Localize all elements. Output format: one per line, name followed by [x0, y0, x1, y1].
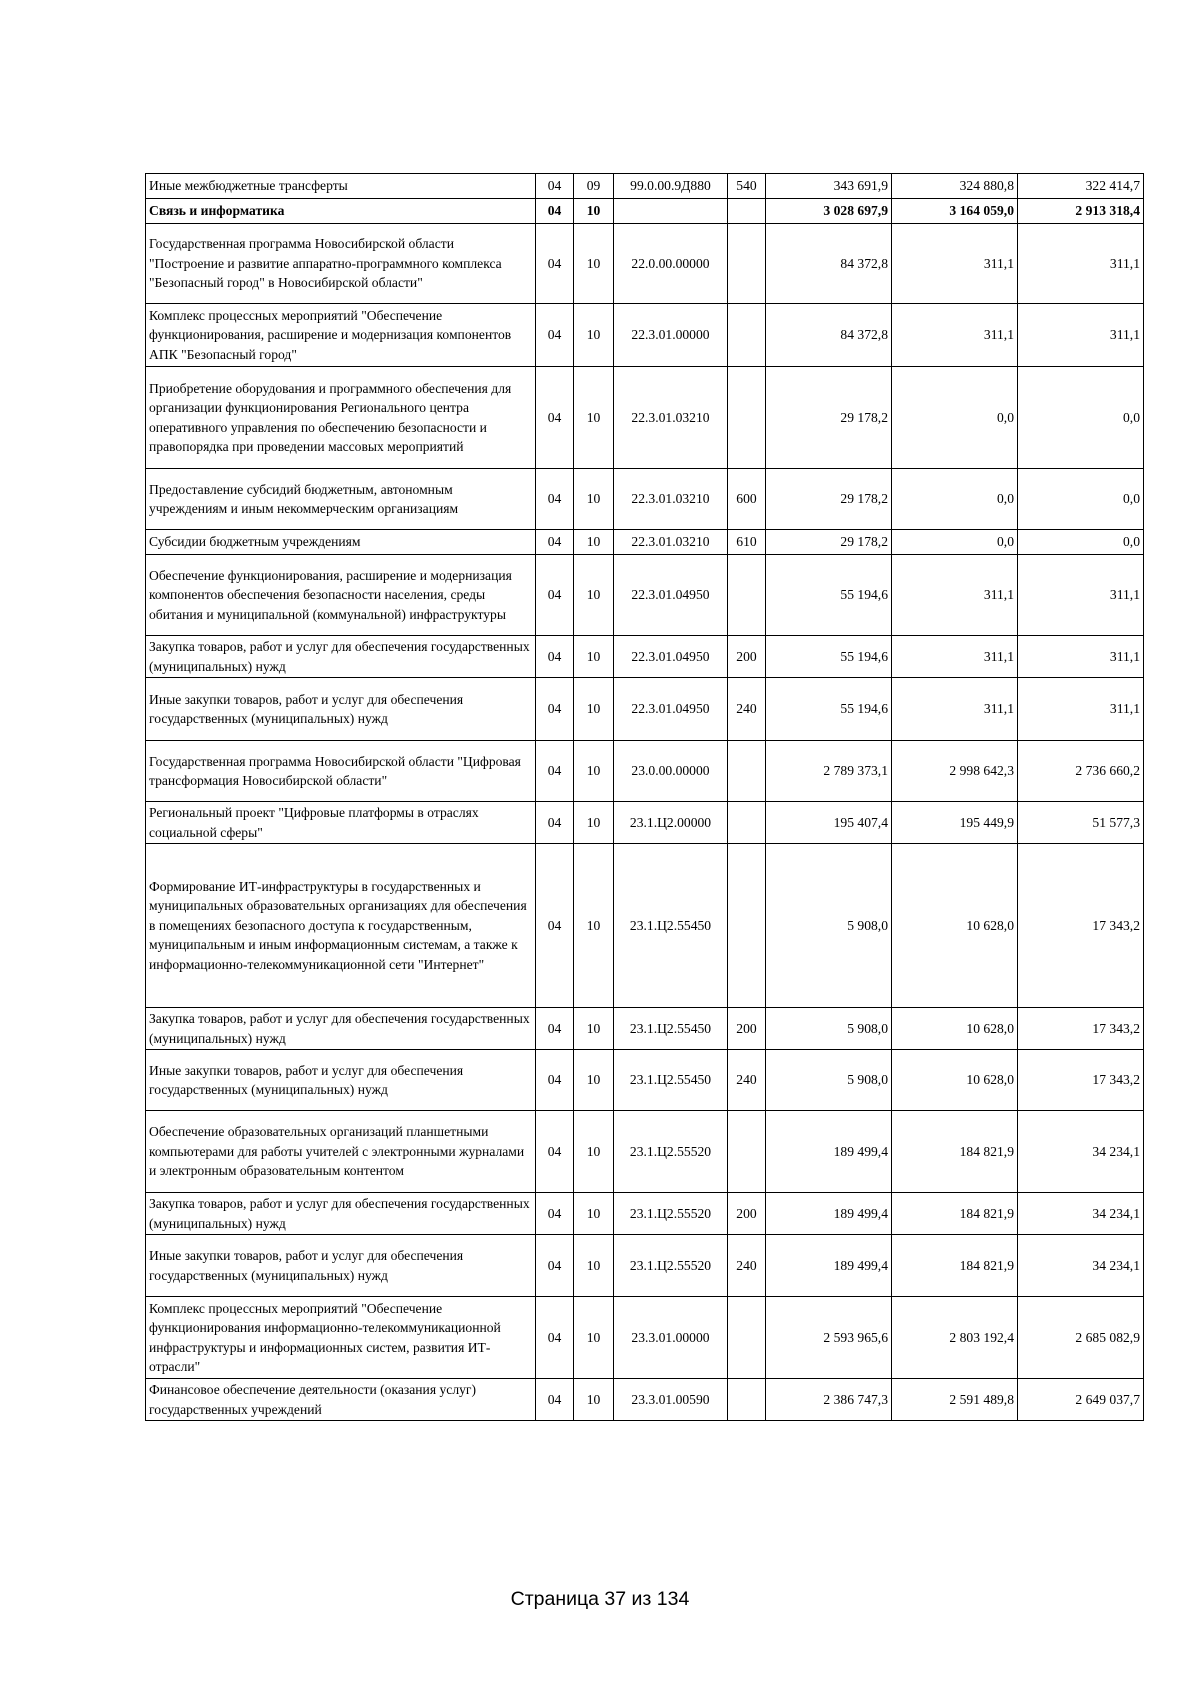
- cell-amount-1: 29 178,2: [766, 367, 892, 469]
- cell-name: Комплекс процессных мероприятий "Обеспечение функционирования, расширение и модернизация компонентов АПК "Безопасный город": [146, 304, 536, 367]
- cell-section: 04: [536, 678, 574, 741]
- cell-section: 04: [536, 802, 574, 844]
- cell-amount-2: 324 880,8: [892, 174, 1018, 199]
- cell-section: 04: [536, 1193, 574, 1235]
- cell-amount-2: 311,1: [892, 678, 1018, 741]
- cell-amount-1: 55 194,6: [766, 555, 892, 636]
- cell-expense-type: 540: [728, 174, 766, 199]
- cell-amount-2: 184 821,9: [892, 1193, 1018, 1235]
- cell-subsection: 10: [574, 1297, 614, 1379]
- cell-amount-2: 311,1: [892, 224, 1018, 304]
- cell-expense-type: [728, 1379, 766, 1421]
- cell-target-article: 22.3.01.00000: [614, 304, 728, 367]
- cell-expense-type: 600: [728, 469, 766, 530]
- cell-target-article: 22.3.01.04950: [614, 555, 728, 636]
- cell-amount-2: 311,1: [892, 304, 1018, 367]
- cell-expense-type: 240: [728, 1050, 766, 1111]
- cell-subsection: 10: [574, 844, 614, 1008]
- cell-amount-1: 5 908,0: [766, 1008, 892, 1050]
- cell-subsection: 10: [574, 1008, 614, 1050]
- cell-amount-1: 343 691,9: [766, 174, 892, 199]
- cell-section: 04: [536, 304, 574, 367]
- table-row: [146, 304, 1144, 367]
- cell-target-article: 23.1.Ц2.55520: [614, 1235, 728, 1297]
- cell-expense-type: 240: [728, 678, 766, 741]
- cell-section: 04: [536, 1379, 574, 1421]
- cell-target-article: 23.3.01.00000: [614, 1297, 728, 1379]
- table-row: [146, 469, 1144, 530]
- cell-amount-3: 311,1: [1018, 224, 1144, 304]
- cell-target-article: 23.1.Ц2.55450: [614, 1050, 728, 1111]
- cell-amount-2: 311,1: [892, 636, 1018, 678]
- cell-name: Приобретение оборудования и программного обеспечения для организации функционирования Регионального центра оперативного управления по обеспечению безопасности и правопорядка при проведении массовых мероприятий: [146, 367, 536, 469]
- cell-amount-1: 55 194,6: [766, 678, 892, 741]
- cell-subsection: 10: [574, 469, 614, 530]
- cell-section: 04: [536, 174, 574, 199]
- cell-subsection: 10: [574, 1050, 614, 1111]
- table-row: [146, 741, 1144, 802]
- cell-name: Закупка товаров, работ и услуг для обеспечения государственных (муниципальных) нужд: [146, 1008, 536, 1050]
- cell-subsection: 10: [574, 530, 614, 555]
- cell-target-article: [614, 199, 728, 224]
- cell-target-article: 22.0.00.00000: [614, 224, 728, 304]
- cell-amount-2: 0,0: [892, 469, 1018, 530]
- table-row: [146, 174, 1144, 199]
- cell-subsection: 10: [574, 636, 614, 678]
- cell-expense-type: [728, 802, 766, 844]
- table-row: [146, 555, 1144, 636]
- table-row: [146, 224, 1144, 304]
- cell-subsection: 10: [574, 1193, 614, 1235]
- cell-section: 04: [536, 741, 574, 802]
- cell-target-article: 23.1.Ц2.55520: [614, 1111, 728, 1193]
- cell-amount-1: 189 499,4: [766, 1235, 892, 1297]
- page-number: Страница 37 из 134: [510, 1588, 690, 1610]
- cell-target-article: 99.0.00.9Д880: [614, 174, 728, 199]
- cell-name: Региональный проект "Цифровые платформы в отраслях социальной сферы": [146, 802, 536, 844]
- cell-expense-type: [728, 199, 766, 224]
- cell-section: 04: [536, 844, 574, 1008]
- cell-expense-type: [728, 741, 766, 802]
- cell-name: Закупка товаров, работ и услуг для обеспечения государственных (муниципальных) нужд: [146, 636, 536, 678]
- cell-section: 04: [536, 224, 574, 304]
- table-row: [146, 367, 1144, 469]
- cell-amount-1: 2 789 373,1: [766, 741, 892, 802]
- cell-subsection: 09: [574, 174, 614, 199]
- cell-amount-2: 2 803 192,4: [892, 1297, 1018, 1379]
- cell-amount-1: 55 194,6: [766, 636, 892, 678]
- cell-subsection: 10: [574, 224, 614, 304]
- cell-amount-3: 311,1: [1018, 304, 1144, 367]
- cell-expense-type: [728, 844, 766, 1008]
- cell-amount-2: 184 821,9: [892, 1235, 1018, 1297]
- table-row: [146, 636, 1144, 678]
- cell-amount-3: 2 736 660,2: [1018, 741, 1144, 802]
- cell-name: Обеспечение функционирования, расширение и модернизация компонентов обеспечения безопасности населения, среды обитания и муниципальной (коммунальной) инфраструктуры: [146, 555, 536, 636]
- cell-section: 04: [536, 1008, 574, 1050]
- cell-amount-2: 195 449,9: [892, 802, 1018, 844]
- table-row: [146, 199, 1144, 224]
- cell-name: Иные закупки товаров, работ и услуг для обеспечения государственных (муниципальных) нужд: [146, 678, 536, 741]
- table-row: [146, 530, 1144, 555]
- cell-amount-2: 311,1: [892, 555, 1018, 636]
- table-row: [146, 1008, 1144, 1050]
- table-row: [146, 1050, 1144, 1111]
- cell-amount-3: 17 343,2: [1018, 1050, 1144, 1111]
- cell-target-article: 22.3.01.03210: [614, 530, 728, 555]
- cell-expense-type: 200: [728, 1193, 766, 1235]
- cell-subsection: 10: [574, 678, 614, 741]
- cell-amount-3: 322 414,7: [1018, 174, 1144, 199]
- table-row: [146, 1235, 1144, 1297]
- cell-section: 04: [536, 1297, 574, 1379]
- cell-amount-2: 10 628,0: [892, 844, 1018, 1008]
- cell-subsection: 10: [574, 555, 614, 636]
- cell-name: Комплекс процессных мероприятий "Обеспечение функционирования информационно-телекоммуникационной инфраструктуры и информационных систем, развития ИТ-отрасли": [146, 1297, 536, 1379]
- cell-amount-3: 0,0: [1018, 530, 1144, 555]
- cell-subsection: 10: [574, 802, 614, 844]
- table-row: [146, 1297, 1144, 1379]
- cell-amount-1: 29 178,2: [766, 530, 892, 555]
- cell-subsection: 10: [574, 199, 614, 224]
- cell-name: Субсидии бюджетным учреждениям: [146, 530, 536, 555]
- cell-amount-3: 17 343,2: [1018, 844, 1144, 1008]
- cell-amount-2: 10 628,0: [892, 1050, 1018, 1111]
- cell-expense-type: [728, 224, 766, 304]
- table-body: [146, 174, 1144, 1421]
- table-row: [146, 1193, 1144, 1235]
- cell-amount-2: 2 998 642,3: [892, 741, 1018, 802]
- cell-amount-1: 3 028 697,9: [766, 199, 892, 224]
- cell-expense-type: 200: [728, 636, 766, 678]
- cell-section: 04: [536, 1050, 574, 1111]
- cell-name: Иные закупки товаров, работ и услуг для обеспечения государственных (муниципальных) нужд: [146, 1050, 536, 1111]
- cell-amount-3: 2 913 318,4: [1018, 199, 1144, 224]
- cell-subsection: 10: [574, 741, 614, 802]
- cell-amount-3: 0,0: [1018, 469, 1144, 530]
- cell-name: Формирование ИТ-инфраструктуры в государственных и муниципальных образовательных организациях для обеспечения в помещениях безопасного доступа к государственным, муниципальным и иным информационным системам, а также к информационно-телекоммуникационной сети "Интернет": [146, 844, 536, 1008]
- cell-amount-3: 34 234,1: [1018, 1111, 1144, 1193]
- cell-amount-2: 184 821,9: [892, 1111, 1018, 1193]
- table-row: [146, 844, 1144, 1008]
- cell-amount-3: 311,1: [1018, 678, 1144, 741]
- cell-amount-2: 0,0: [892, 530, 1018, 555]
- table-row: [146, 1379, 1144, 1421]
- cell-amount-1: 84 372,8: [766, 304, 892, 367]
- table-row: [146, 678, 1144, 741]
- cell-amount-3: 0,0: [1018, 367, 1144, 469]
- cell-section: 04: [536, 636, 574, 678]
- cell-amount-1: 189 499,4: [766, 1111, 892, 1193]
- cell-subsection: 10: [574, 1235, 614, 1297]
- cell-section: 04: [536, 199, 574, 224]
- cell-target-article: 23.1.Ц2.55450: [614, 1008, 728, 1050]
- cell-target-article: 23.1.Ц2.00000: [614, 802, 728, 844]
- table-row: [146, 1111, 1144, 1193]
- cell-amount-1: 5 908,0: [766, 1050, 892, 1111]
- cell-name: Финансовое обеспечение деятельности (оказания услуг) государственных учреждений: [146, 1379, 536, 1421]
- cell-amount-1: 195 407,4: [766, 802, 892, 844]
- cell-amount-3: 51 577,3: [1018, 802, 1144, 844]
- cell-amount-3: 311,1: [1018, 636, 1144, 678]
- cell-section: 04: [536, 367, 574, 469]
- cell-name: Иные межбюджетные трансферты: [146, 174, 536, 199]
- cell-expense-type: 240: [728, 1235, 766, 1297]
- cell-subsection: 10: [574, 304, 614, 367]
- cell-name: Обеспечение образовательных организаций планшетными компьютерами для работы учителей с электронными журналами и электронным образовательным контентом: [146, 1111, 536, 1193]
- cell-target-article: 22.3.01.03210: [614, 469, 728, 530]
- cell-section: 04: [536, 530, 574, 555]
- cell-subsection: 10: [574, 1111, 614, 1193]
- cell-name: Государственная программа Новосибирской области "Построение и развитие аппаратно-программного комплекса "Безопасный город" в Новосибирской области": [146, 224, 536, 304]
- cell-amount-3: 311,1: [1018, 555, 1144, 636]
- cell-target-article: 22.3.01.04950: [614, 636, 728, 678]
- cell-amount-3: 34 234,1: [1018, 1193, 1144, 1235]
- cell-amount-3: 34 234,1: [1018, 1235, 1144, 1297]
- cell-target-article: 23.3.01.00590: [614, 1379, 728, 1421]
- cell-target-article: 22.3.01.04950: [614, 678, 728, 741]
- cell-amount-1: 29 178,2: [766, 469, 892, 530]
- cell-target-article: 22.3.01.03210: [614, 367, 728, 469]
- cell-amount-1: 84 372,8: [766, 224, 892, 304]
- budget-table: [145, 173, 1144, 1421]
- cell-expense-type: 200: [728, 1008, 766, 1050]
- cell-amount-3: 17 343,2: [1018, 1008, 1144, 1050]
- cell-amount-3: 2 649 037,7: [1018, 1379, 1144, 1421]
- cell-amount-3: 2 685 082,9: [1018, 1297, 1144, 1379]
- cell-amount-1: 2 386 747,3: [766, 1379, 892, 1421]
- cell-section: 04: [536, 555, 574, 636]
- cell-subsection: 10: [574, 367, 614, 469]
- cell-target-article: 23.1.Ц2.55520: [614, 1193, 728, 1235]
- cell-name: Предоставление субсидий бюджетным, автономным учреждениям и иным некоммерческим организациям: [146, 469, 536, 530]
- cell-expense-type: [728, 367, 766, 469]
- cell-name: Связь и информатика: [146, 199, 536, 224]
- cell-amount-1: 5 908,0: [766, 844, 892, 1008]
- table-row: [146, 802, 1144, 844]
- cell-amount-2: 2 591 489,8: [892, 1379, 1018, 1421]
- cell-name: Иные закупки товаров, работ и услуг для обеспечения государственных (муниципальных) нужд: [146, 1235, 536, 1297]
- cell-subsection: 10: [574, 1379, 614, 1421]
- cell-amount-2: 3 164 059,0: [892, 199, 1018, 224]
- cell-amount-2: 10 628,0: [892, 1008, 1018, 1050]
- cell-section: 04: [536, 1235, 574, 1297]
- cell-amount-1: 189 499,4: [766, 1193, 892, 1235]
- cell-name: Государственная программа Новосибирской области "Цифровая трансформация Новосибирской области": [146, 741, 536, 802]
- cell-section: 04: [536, 1111, 574, 1193]
- cell-name: Закупка товаров, работ и услуг для обеспечения государственных (муниципальных) нужд: [146, 1193, 536, 1235]
- cell-expense-type: [728, 304, 766, 367]
- cell-expense-type: [728, 1111, 766, 1193]
- cell-expense-type: [728, 1297, 766, 1379]
- cell-expense-type: 610: [728, 530, 766, 555]
- cell-target-article: 23.1.Ц2.55450: [614, 844, 728, 1008]
- cell-amount-1: 2 593 965,6: [766, 1297, 892, 1379]
- cell-section: 04: [536, 469, 574, 530]
- cell-amount-2: 0,0: [892, 367, 1018, 469]
- cell-expense-type: [728, 555, 766, 636]
- cell-target-article: 23.0.00.00000: [614, 741, 728, 802]
